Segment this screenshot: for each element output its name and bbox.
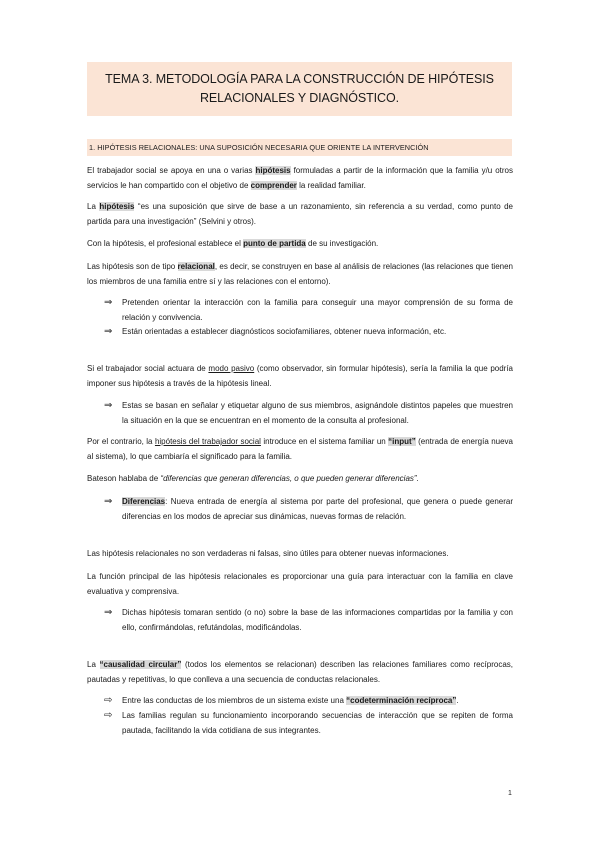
p10-highlight-causalidad: “causalidad circular” xyxy=(99,660,182,669)
bullet-text: Estas se basan en señalar y etiquetar alguno de sus miembros, asignándole distintos papeles que muestren la situación en la que se encuentran en el momento de la consulta al profesional. xyxy=(122,401,513,425)
paragraph-9: La función principal de las hipótesis relacionales es proporcionar una guía para interactuar con la familia en clave evaluativa y comprensiva. xyxy=(87,572,513,596)
p5-underline-modo-pasivo: modo pasivo xyxy=(208,364,255,373)
bullet3-highlight-diferencias: Diferencias xyxy=(122,497,166,506)
p6-text-c: introduce en el sistema familiar un xyxy=(260,437,389,446)
p3-text-c: de su investigación. xyxy=(305,239,379,248)
double-arrow-icon: ⇒ xyxy=(104,400,113,411)
p4-text-c: , es decir, se construyen en base al análisis de relaciones (las relaciones que tienen los miembros de una familia entre sí y las relaciones con el entorno). xyxy=(87,262,514,286)
paragraph-4 xyxy=(87,259,513,289)
p3-text-a: Con la hipótesis, el profesional establece el xyxy=(87,239,244,248)
document-title xyxy=(87,62,512,116)
p7-text-a: Bateson hablaba de xyxy=(87,474,161,483)
p1-highlight-comprender: comprender xyxy=(250,181,297,190)
paragraph-5 xyxy=(87,361,513,391)
p4-text-a: Las hipótesis son de tipo xyxy=(87,262,178,271)
p6-text-a: Por el contrario, la xyxy=(87,437,155,446)
p3-highlight-punto-de-partida: punto de partida xyxy=(243,239,306,248)
double-arrow-icon: ⇒ xyxy=(104,326,113,337)
title-line-1: TEMA 3. METODOLOGÍA PARA LA CONSTRUCCIÓN DE HIPÓTESIS xyxy=(105,72,494,86)
bullet-text: Las familias regulan su funcionamiento incorporando secuencias de interacción que se repiten de forma pautada, facilitando la vida cotidiana de sus integrantes. xyxy=(122,711,513,735)
bullet-text xyxy=(122,494,513,524)
p6-text-e: (entrada de energía nueva al sistema), lo que cambiaría el significado para la familia. xyxy=(87,437,514,461)
double-arrow-icon: ⇒ xyxy=(104,607,113,618)
p6-highlight-input: “input” xyxy=(388,437,416,446)
double-arrow-icon: ⇒ xyxy=(104,496,113,507)
paragraph-2 xyxy=(87,199,513,229)
p4-highlight-relacional: relacional xyxy=(177,262,215,271)
paragraph-3 xyxy=(87,236,513,251)
section-heading: 1. HIPÓTESIS RELACIONALES: UNA SUPOSICIÓN NECESARIA QUE ORIENTE LA INTERVENCIÓN xyxy=(87,139,512,156)
p10-text-c: (todos los elementos se relacionan) describen las relaciones familiares como recíprocas, pautadas y repetitivas, lo que conlleva a una secuencia de conductas relacionales. xyxy=(87,660,514,684)
p2-highlight-hipotesis: hipótesis xyxy=(99,202,135,211)
bullet5-text-c: . xyxy=(456,696,459,705)
p10-text-a: La xyxy=(87,660,100,669)
p7-italic-quote: “diferencias que generan diferencias, o que pueden generar diferencias”. xyxy=(160,474,419,483)
p1-text-a: El trabajador social se apoya en una o varias xyxy=(87,166,256,175)
bullet-text: Pretenden orientar la interacción con la familia para conseguir una mayor comprensión de su forma de relación y convivencia. xyxy=(122,298,513,322)
paragraph-10 xyxy=(87,657,513,687)
p6-underline-hipotesis-ts: hipótesis del trabajador social xyxy=(154,437,261,446)
p1-text-c: formuladas a partir de la información que la familia y/u otros servicios le han compartido con el objetivo de xyxy=(87,166,514,190)
bullet-text: Están orientadas a establecer diagnósticos sociofamiliares, obtener nueva información, etc. xyxy=(122,327,447,336)
bullet-text: Dichas hipótesis tomaran sentido (o no) sobre la base de las informaciones compartidas por la familia y con ello, confirmándolas, refutándolas, modificándolas. xyxy=(122,608,513,632)
bullet5-highlight-codeterminacion: “codeterminación recíproca” xyxy=(346,696,457,705)
p1-text-e: la realidad familiar. xyxy=(296,181,366,190)
bullet3-text: : Nueva entrada de energía al sistema por parte del profesional, que genera o puede generar diferencias en los modos de apreciar sus dinámicas, nuevas formas de relación. xyxy=(122,497,513,521)
paragraph-1 xyxy=(87,163,513,193)
p1-highlight-hipotesis: hipótesis xyxy=(255,166,291,175)
right-arrow-icon: ⇨ xyxy=(104,710,113,721)
double-arrow-icon: ⇒ xyxy=(104,297,113,308)
p2-text-a: La xyxy=(87,202,100,211)
paragraph-8: Las hipótesis relacionales no son verdaderas ni falsas, sino útiles para obtener nuevas informaciones. xyxy=(87,549,449,558)
p2-text-c: “es una suposición que sirve de base a un razonamiento, sin referencia a su verdad, como punto de partida para una investigación” (Selvini y otros). xyxy=(87,202,513,226)
p5-text-c: (como observador, sin formular hipótesis), sería la familia la que podría imponer sus hipótesis a través de la hipótesis lineal. xyxy=(87,364,514,388)
paragraph-6 xyxy=(87,434,513,464)
bullet-text xyxy=(122,693,513,708)
p5-text-a: Si el trabajador social actuara de xyxy=(87,364,209,373)
page-number: 1 xyxy=(508,790,512,797)
bullet5-text-a: Entre las conductas de los miembros de un sistema existe una xyxy=(122,696,347,705)
right-arrow-icon: ⇨ xyxy=(104,695,113,706)
paragraph-7 xyxy=(87,471,513,486)
title-line-2: RELACIONALES Y DIAGNÓSTICO. xyxy=(200,91,399,105)
